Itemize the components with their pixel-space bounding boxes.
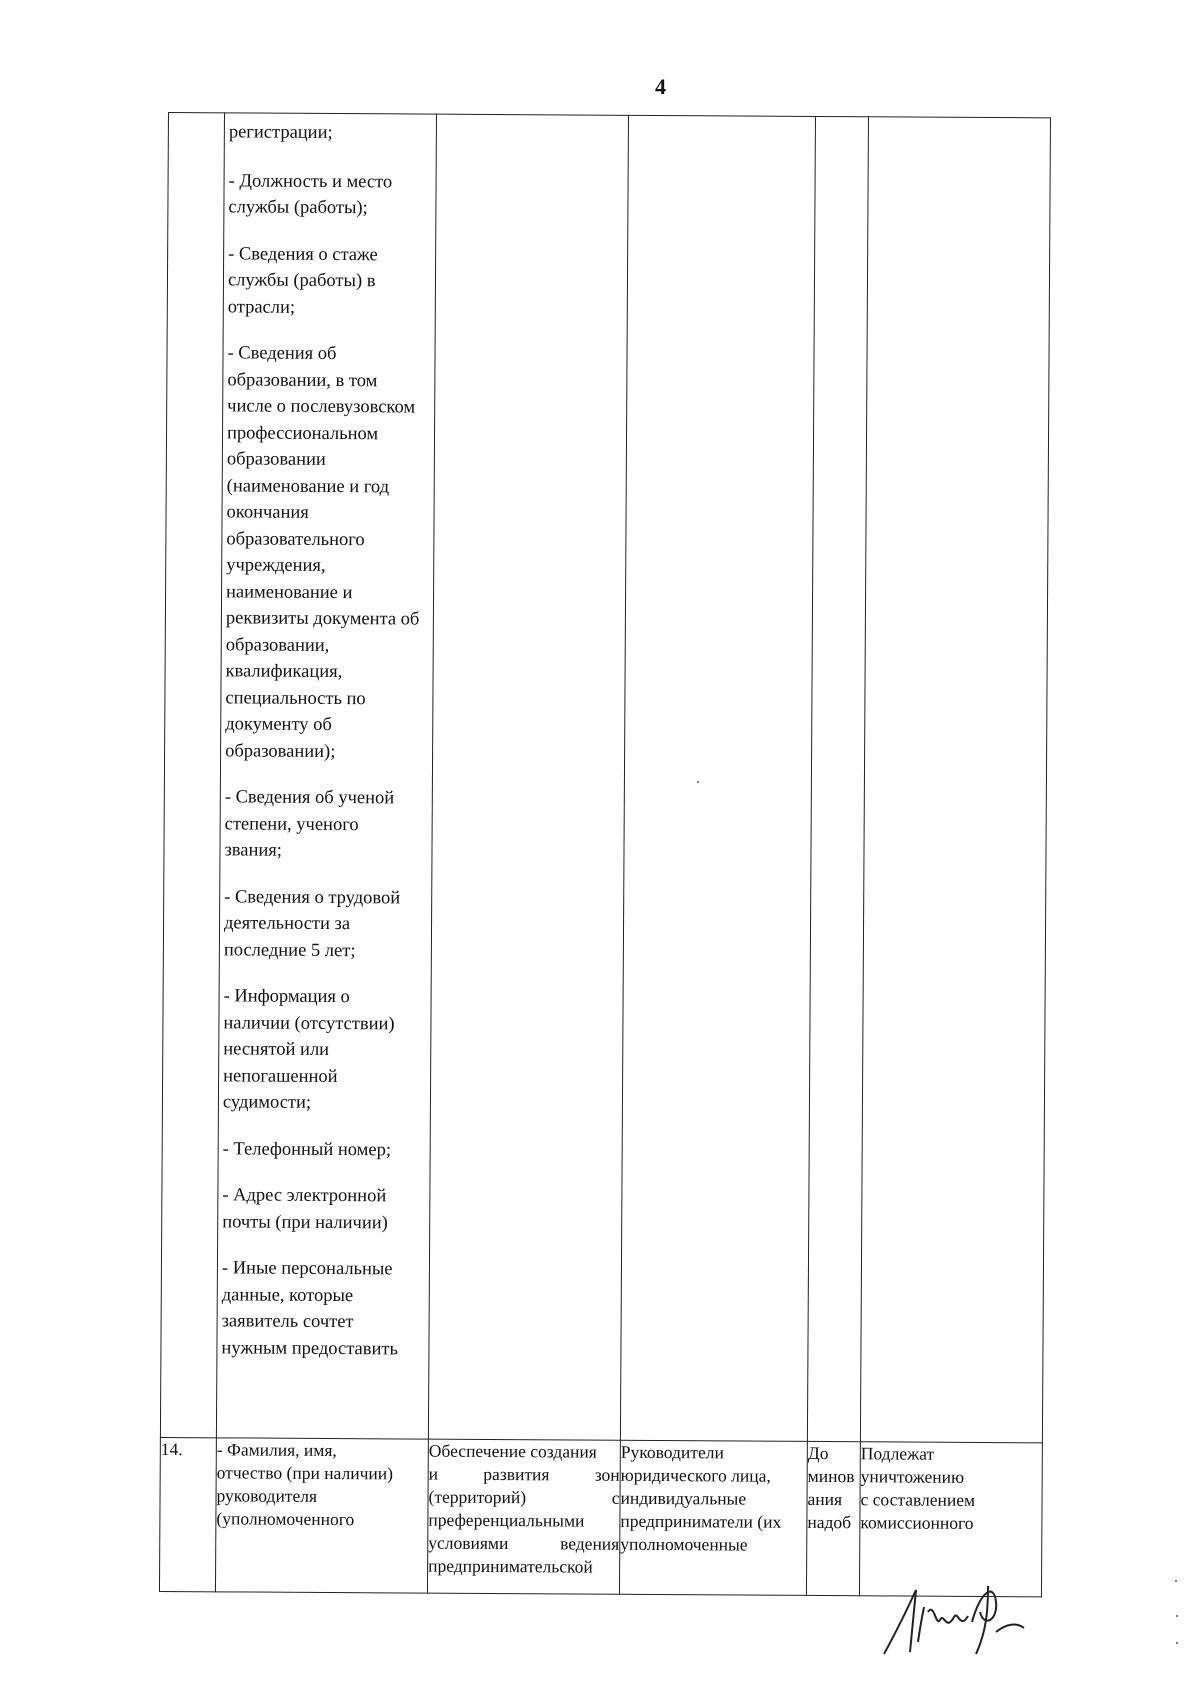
personal-data-item: - Иные персональные данные, которые заявитель сочтет нужным предоставить: [221, 1258, 398, 1359]
purpose-line: предпринимательской: [428, 1555, 593, 1577]
purpose-line: (территорий) с: [428, 1486, 620, 1508]
term-cell: [807, 116, 868, 1441]
purpose-line: условиями ведения: [428, 1532, 620, 1554]
subjects-cell: [620, 115, 815, 1441]
personal-data-item: регистрации;: [228, 122, 333, 144]
purpose-cell: [428, 114, 628, 1440]
personal-data-item: - Информация о наличии (отсутствии) неснятой или непогашенной судимости;: [222, 986, 395, 1113]
term-text: До минов ания надоб: [806, 1441, 860, 1595]
page-number: 4: [655, 74, 666, 99]
purpose-line: и развития зон: [428, 1463, 620, 1485]
continued-row: [160, 113, 1050, 1443]
personal-data-item: - Сведения о трудовой деятельности за последние 5 лет;: [223, 886, 401, 961]
personal-data-item: - Сведения об ученой степени, ученого звания;: [224, 787, 395, 861]
purpose-line: Обеспечение создания: [428, 1440, 597, 1462]
purpose-line: преференциальными: [428, 1509, 585, 1531]
action-cell: [860, 117, 1050, 1443]
subjects-text: Руководители юридического лица, индивидуальные предприниматели (их уполномоченные: [619, 1440, 807, 1595]
row-number: 14.: [159, 1437, 216, 1591]
personal-data-table: [159, 112, 1051, 1597]
personal-data-item: - Сведения о стаже службы (работы) в отрасли;: [227, 243, 378, 318]
personal-data-item: - Телефонный номер;: [222, 1138, 392, 1160]
personal-data-cell: [216, 113, 436, 1439]
action-text: Подлежат уничтожению с составлением комиссионного: [859, 1442, 1042, 1597]
purpose-text: [427, 1439, 620, 1594]
personal-data-text: - Фамилия, имя, отчество (при наличии) руководителя (уполномоченного: [215, 1438, 428, 1593]
personal-data-item: - Должность и место службы (работы);: [228, 170, 393, 219]
personal-data-item: - Адрес электронной почты (при наличии): [222, 1185, 388, 1233]
row-number-cell: [160, 113, 224, 1438]
personal-data-item: - Сведения об образовании, в том числе о послевузовском профессиональном образовании (наименование и год окончания образовательного учреждения, наименование и реквизиты документа об образовании, квалификация, специальность по документу об образовании);: [225, 343, 420, 762]
handwritten-signature-icon: [876, 1572, 1036, 1662]
